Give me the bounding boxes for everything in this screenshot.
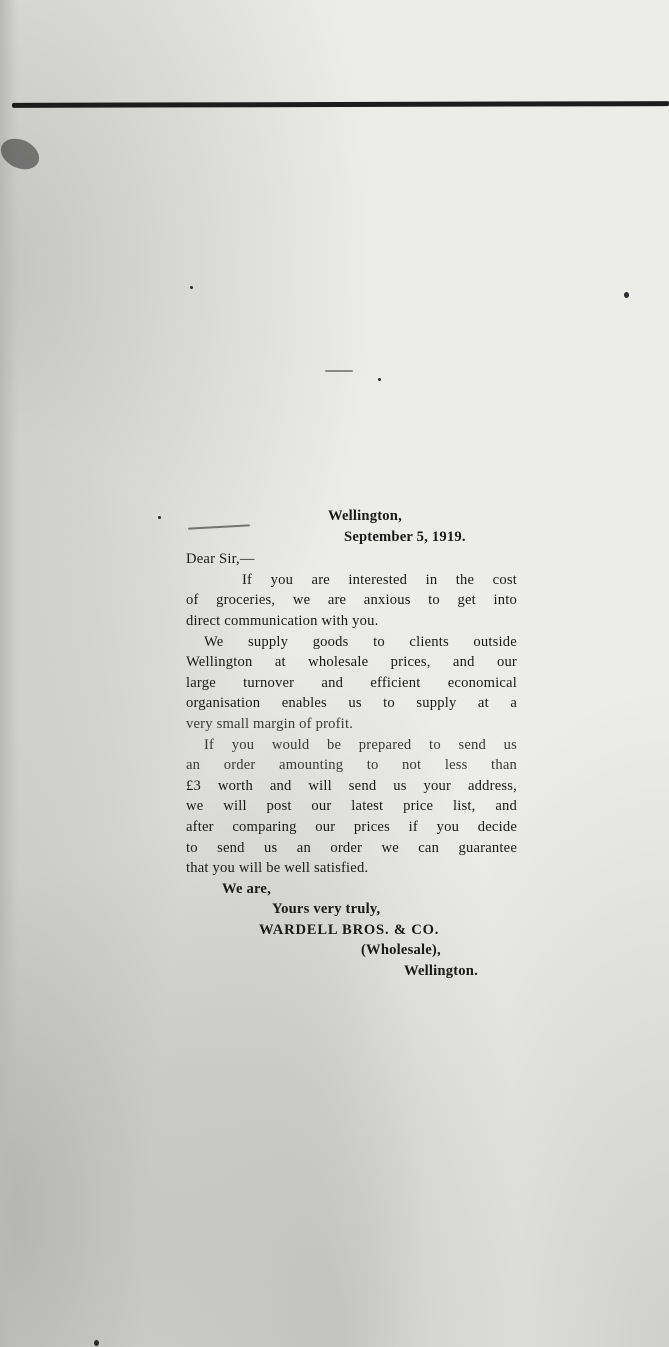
ink-speck [378,378,381,381]
paragraph-line: of groceries, we are anxious to get into [186,592,517,609]
letter-date: September 5, 1919. [344,528,466,545]
paragraph-line: direct communication with you. [186,612,379,629]
ink-speck [624,292,629,298]
paragraph-line: very small margin of profit. [186,715,354,732]
ink-speck [190,286,193,289]
paragraph-line: an order amounting to not less than [186,757,517,774]
ink-speck [158,516,161,519]
paragraph-line: large turnover and efficient economical [186,674,517,691]
closing-city: Wellington. [404,963,478,980]
paragraph-line: we will post our latest price list, and [186,798,517,815]
paragraph-line: If you would be prepared to send us [204,736,517,753]
paragraph-line: organisation enables us to supply at a [186,695,517,712]
paragraph-line: after comparing our prices if you decide [186,818,517,835]
ink-speck [325,370,353,372]
closing-we-are: We are, [222,880,271,897]
paragraph-line: £3 worth and will send us your address, [186,777,517,794]
page-edge-shadow [0,0,18,1347]
paragraph-line: Wellington at wholesale prices, and our [186,654,517,671]
column-rule [12,101,669,108]
closing-firm-name: WARDELL BROS. & CO. [259,921,440,938]
paragraph-line: that you will be well satisfied. [186,860,369,877]
paragraph-line: We supply goods to clients outside [204,633,517,650]
paragraph-line: If you are interested in the cost [242,571,517,588]
letter-body [186,506,517,982]
ink-speck [94,1340,99,1346]
paragraph-line: to send us an order we can guarantee [186,839,517,856]
closing-firm-type: (Wholesale), [361,942,441,959]
closing-yours: Yours very truly, [272,901,381,918]
letter-place: Wellington, [328,508,402,524]
letter-salutation: Dear Sir,— [186,551,255,568]
